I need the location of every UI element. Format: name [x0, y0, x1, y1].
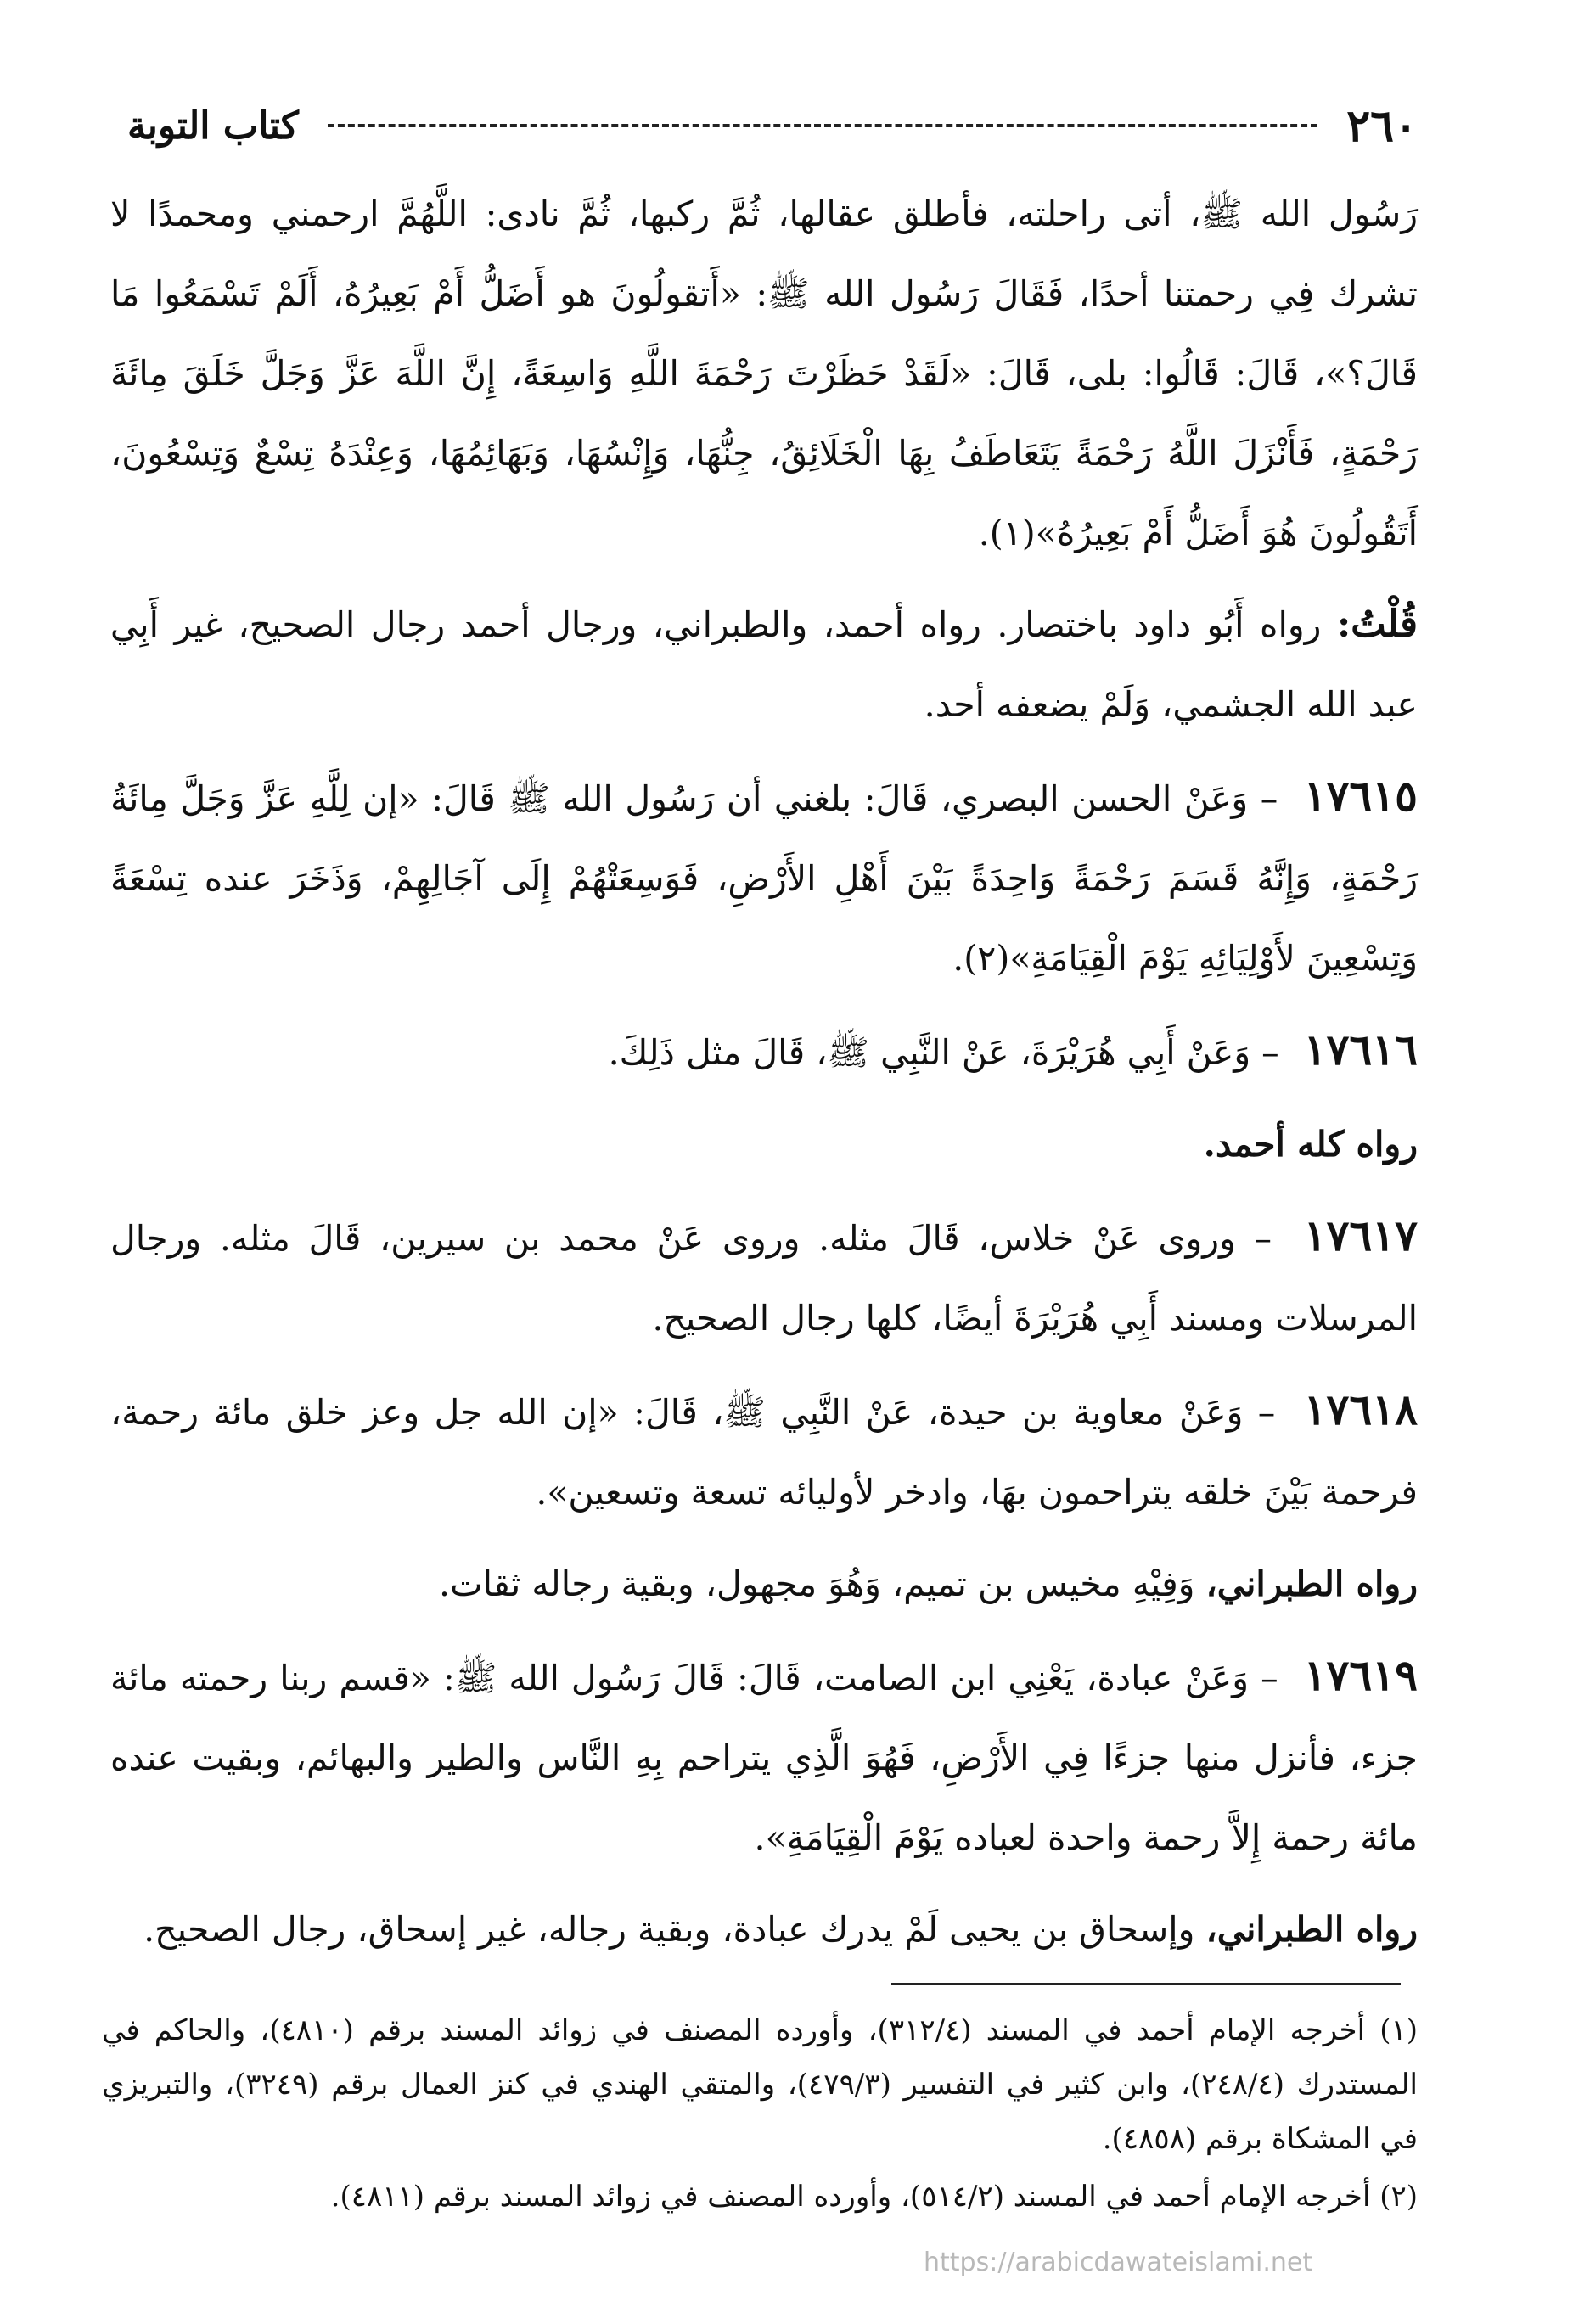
narration-note	[110, 1544, 1418, 1624]
paragraph-text: – وَعَنْ معاوية بن حيدة، عَنْ النَّبِي ﷺ، قَالَ: «إن الله جل وعز خلق مائة رحمة، فرحمة بَيْنَ خلقه يتراحمون بهَا، وادخر لأوليائه تسعة وتسعين».	[110, 1392, 1418, 1513]
paragraph-text: رَسُول الله ﷺ، أتى راحلته، فأطلق عقالها، ثُمَّ ركبها، ثُمَّ نادى: اللَّهُمَّ ارحمني ومحمدًا لا تشرك فِي رحمتنا أحدًا، فَقَالَ رَسُول الله ﷺ: «أَتقولُونَ هو أَضَلُّ أَمْ بَعِيرُهُ، أَلَمْ تَسْمَعُوا مَا قَالَ؟»، قَالَ: قَالُوا: بلى، قَالَ: «لَقَدْ حَظَرْتَ رَحْمَةَ اللَّهِ وَاسِعَةً، إِنَّ اللَّهَ عَزَّ وَجَلَّ خَلَقَ مِائَةَ رَحْمَةٍ، فَأَنْزَلَ اللَّهُ رَحْمَةً يَتَعَاطَفُ بِهَا الْخَلَائِقُ، جِنُّهَا، وَإِنْسُهَا، وَبَهَائِمُهَا، وَعِنْدَهُ تِسْعٌ وَتِسْعُونَ، أَتَقُولُونَ هُوَ أَضَلُّ أَمْ بَعِيرُهُ»(١).	[110, 194, 1418, 553]
paragraph-author-comment	[110, 585, 1418, 744]
hadith-number: ١٧٦١٦	[1303, 1024, 1418, 1075]
page-number: ٢٦٠	[1346, 99, 1418, 152]
paragraph-text: – وروى عَنْ خلاس، قَالَ مثله. وروى عَنْ محمد بن سيرين، قَالَ مثله. ورجال المرسلات ومسند أَبِي هُرَيْرَةَ أيضًا، كلها رجال الصحيح.	[110, 1218, 1418, 1339]
paragraph-lead: رواه الطبراني،	[1205, 1563, 1418, 1604]
hadith-17617	[110, 1196, 1418, 1358]
hadith-17616	[110, 1010, 1418, 1092]
hadith-17618	[110, 1370, 1418, 1532]
paragraph-lead: رواه الطبراني،	[1205, 1909, 1418, 1950]
paragraph-continuation	[110, 174, 1418, 573]
hadith-number: ١٧٦١٨	[1303, 1384, 1418, 1434]
page-header	[127, 92, 1418, 160]
narration-note	[110, 1889, 1418, 1969]
paragraph-text: – وَعَنْ الحسن البصري، قَالَ: بلغني أن رَسُول الله ﷺ قَالَ: «إن لِلَّهِ عَزَّ وَجَلَّ مِائَةُ رَحْمَةٍ، وَإِنَّهُ قَسَمَ رَحْمَةً وَاحِدَةً بَيْنَ أَهْلِ الأَرْضِ، فَوَسِعَتْهُمْ إِلَى آجَالِهِمْ، وَذَخَرَ عنده تِسْعَةً وَتِسْعِينَ لأَوْلِيَائِهِ يَوْمَ الْقِيَامَةِ»(٢).	[110, 778, 1418, 979]
paragraph-text: وإسحاق بن يحيى لَمْ يدرك عبادة، وبقية رجاله، غير إسحاق، رجال الصحيح.	[143, 1909, 1195, 1950]
paragraph-text: – وَعَنْ أَبِي هُرَيْرَةَ، عَنْ النَّبِي ﷺ، قَالَ مثل ذَلِكَ.	[608, 1032, 1279, 1073]
footnote-2: (٢) أخرجه الإمام أحمد في المسند (٥١٤/٢)، وأورده المصنف في زوائد المسند برقم (٤٨١١).	[330, 2180, 1418, 2214]
watermark-url: https://arabicdawateislami.net	[924, 2248, 1313, 2277]
footnotes	[102, 2003, 1418, 2227]
footnote-separator	[891, 1983, 1401, 1985]
book-title: كتاب التوبة	[127, 104, 299, 148]
hadith-17619	[110, 1636, 1418, 1878]
paragraph-lead: رواه كله أحمد.	[1203, 1124, 1418, 1165]
paragraph-lead: قُلْتُ:	[1336, 603, 1418, 646]
header-dashed-rule	[328, 124, 1317, 127]
paragraph-text: وَفِيْهِ مخيس بن تميم، وَهُوَ مجهول، وبقية رجاله ثقات.	[438, 1563, 1195, 1604]
paragraph-text: – وَعَنْ عبادة، يَعْنِي ابن الصامت، قَالَ: قَالَ رَسُول الله ﷺ: «قسم ربنا رحمته مائة جزء، فأنزل منها جزءًا فِي الأَرْضِ، فَهُوَ الَّذِي يتراحم بِهِ النَّاس والطير والبهائم، وبقيت عنده مائة رحمة إِلاَّ رحمة واحدة لعباده يَوْمَ الْقِيَامَةِ».	[110, 1658, 1418, 1858]
main-text	[110, 174, 1418, 1981]
hadith-number: ١٧٦١٧	[1303, 1210, 1418, 1260]
hadith-number: ١٧٦١٥	[1303, 771, 1418, 821]
narration-note	[110, 1104, 1418, 1184]
footnote-1: (١) أخرجه الإمام أحمد في المسند (٣١٢/٤)، وأورده المصنف في زوائد المسند برقم (٤٨١٠)، والحاكم في المستدرك (٢٤٨/٤)، وابن كثير في التفسير (٤٧٩/٣)، والمتقي الهندي في كنز العمال برقم (٣٢٤٩)، والتبريزي في المشكاة برقم (٤٨٥٨).	[102, 2013, 1419, 2156]
paragraph-text: رواه أَبُو داود باختصار. رواه أحمد، والطبراني، ورجال أحمد رجال الصحيح، غير أَبِي عبد الله الجشمي، وَلَمْ يضعفه أحد.	[110, 604, 1418, 725]
hadith-number: ١٧٦١٩	[1303, 1650, 1418, 1700]
hadith-17615	[110, 756, 1418, 998]
